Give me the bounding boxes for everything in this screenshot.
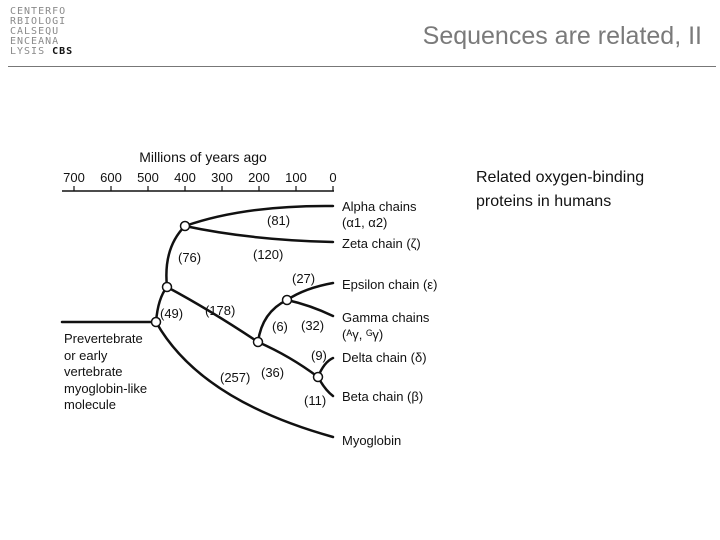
- logo-line-2: RBIOLOGI: [10, 16, 67, 27]
- tick-label-300: 300: [211, 170, 233, 185]
- node-beta-like: [254, 338, 263, 347]
- side-caption: Related oxygen-binding proteins in humans: [476, 169, 645, 210]
- leaf-zeta: Zeta chain (ζ): [342, 236, 421, 251]
- distance-gamma: (32): [301, 318, 325, 333]
- logo-line-1: CENTERFO: [10, 6, 67, 17]
- logo-line-4: ENCEANA: [10, 36, 60, 47]
- tick-label-700: 700: [63, 170, 85, 185]
- node-alpha-zeta: [181, 222, 190, 231]
- distance-delta-beta: (36): [261, 365, 285, 380]
- leaf-epsilon: Epsilon chain (ε): [342, 277, 438, 292]
- distance-beta-group: (178): [205, 303, 236, 318]
- ancestor-line-1: Prevertebrate: [64, 331, 143, 346]
- distance-gamma-group: (6): [272, 319, 288, 334]
- tick-label-200: 200: [248, 170, 270, 185]
- distance-globin-root: (49): [160, 306, 184, 321]
- leaf-alpha-sub: (α1, α2): [342, 215, 388, 230]
- ancestor-line-5: molecule: [64, 397, 117, 412]
- node-delta-beta: [314, 373, 323, 382]
- ancestor-line-4: myoglobin-like: [64, 381, 148, 396]
- distance-epsilon: (27): [292, 271, 316, 286]
- axis-title: Millions of years ago: [139, 149, 267, 165]
- logo-cbs: CBS: [52, 46, 74, 57]
- distance-beta: (11): [304, 393, 327, 408]
- logo-line-3: CALSEQU: [10, 26, 60, 37]
- distance-alpha-group: (76): [178, 250, 202, 265]
- distance-myoglobin: (257): [220, 370, 251, 385]
- leaf-gamma-name: Gamma chains: [342, 310, 430, 325]
- tick-label-400: 400: [174, 170, 196, 185]
- tick-label-100: 100: [285, 170, 307, 185]
- leaf-gamma-sub: (ᴬγ, ᴳγ): [342, 327, 384, 342]
- leaf-myoglobin: Myoglobin: [342, 433, 402, 448]
- tick-label-600: 600: [100, 170, 122, 185]
- leaf-delta: Delta chain (δ): [342, 350, 427, 365]
- tick-label-500: 500: [137, 170, 159, 185]
- node-epsilon-gamma: [283, 296, 292, 305]
- distance-alpha-zeta: (81): [267, 213, 291, 228]
- ancestor-line-2: or early: [64, 348, 108, 363]
- leaf-alpha-name: Alpha chains: [342, 199, 417, 214]
- tick-label-0: 0: [329, 170, 337, 185]
- logo-line-5-text: LYSIS: [10, 46, 46, 57]
- leaf-beta: Beta chain (β): [342, 389, 424, 404]
- slide-title: Sequences are related, II: [422, 22, 702, 50]
- distance-zeta-branch: (120): [253, 247, 284, 262]
- distance-delta: (9): [311, 348, 327, 363]
- branch-zeta: [185, 226, 333, 242]
- branch-gamma: [287, 300, 333, 316]
- ancestor-line-3: vertebrate: [64, 364, 123, 379]
- branch-alpha: [185, 206, 333, 226]
- node-globin: [163, 283, 172, 292]
